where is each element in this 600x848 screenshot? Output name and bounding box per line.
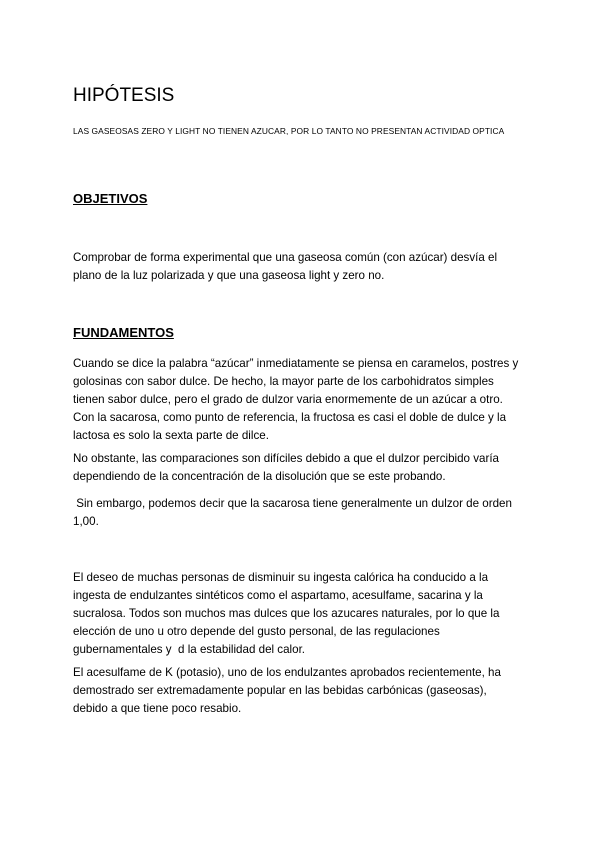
hypothesis-text: LAS GASEOSAS ZERO Y LIGHT NO TIENEN AZUCAR, POR LO TANTO NO PRESENTAN ACTIVIDAD OPTICA [73, 126, 505, 136]
fundamentals-paragraph-3: Sin embargo, podemos decir que la sacarosa tiene generalmente un dulzor de orden 1,00. [73, 497, 516, 528]
fundamentals-paragraph-4: El deseo de muchas personas de disminuir su ingesta calórica ha conducido a la ingesta de endulzantes sintéticos como el aspartamo, acesulfame, sacarina y la sucralosa. Todos son muchos mas dulces que los azucares naturales, por lo que la elección de uno u otro depende del gusto personal, de las regulaciones gubernamentales y d la estabilidad del calor. [73, 571, 503, 656]
fundamentals-paragraph-1: Cuando se dice la palabra “azúcar” inmediatamente se piensa en caramelos, postres y golosinas con sabor dulce. De hecho, la mayor parte de los carbohidratos simples tienen sabor dulce, pero el grado de dulzor varia enormemente de un azúcar a otro. Con la sacarosa, como punto de referencia, la fructosa es casi el doble de dulce y la lactosa es solo la sexta parte de dilce. [73, 357, 519, 442]
fundamentals-paragraph-2: No obstante, las comparaciones son difíciles debido a que el dulzor percibido varía dependiendo de la concentración de la disolución que se este probando. [73, 452, 499, 483]
fundamentals-heading: FUNDAMENTOS [73, 325, 174, 340]
objectives-heading: OBJETIVOS [73, 191, 148, 206]
fundamentals-paragraph-5: El acesulfame de K (potasio), uno de los endulzantes aprobados recientemente, ha demostrado ser extremadamente popular en las bebidas carbónicas (gaseosas), debido a que tiene poco resabio. [73, 666, 501, 715]
page-title: HIPÓTESIS [73, 85, 175, 106]
objectives-paragraph: Comprobar de forma experimental que una gaseosa común (con azúcar) desvía el plano de la luz polarizada y que una gaseosa light y zero no. [73, 251, 498, 282]
